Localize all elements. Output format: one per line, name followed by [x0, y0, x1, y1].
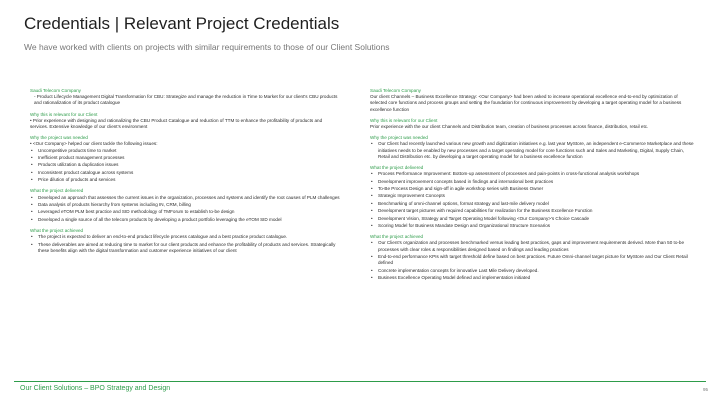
right-need-heading: Why the project was needed	[370, 135, 428, 141]
footer-text: Our Client Solutions – BPO Strategy and Design	[20, 385, 171, 392]
list-item: • Our Client had recently launched various new growth and digitization initiatives e.g. last year MyStore, an independent e-Commerce Marketplace and these initiatives needs to be enabled by new processes and a target operating model for core functions such and Sales and Marketing, Digital, Supply Chain, Retail and Distribution etc. by developing a target operating model for a business excellence function	[370, 141, 695, 160]
list-item: • Inefficient product management processes	[30, 155, 340, 161]
left-client-name: Saudi Telecom Company	[30, 88, 81, 93]
page-title: Credentials | Relevant Project Credentials	[24, 14, 340, 33]
list-item: • Leveraged eTOM PLM best practice and SID methodology of TMForum to establish to-be design	[30, 209, 340, 215]
right-relevance-text: Prior experience with the our client Channels and Distribution team, creation of business processes across finance, distribution, retail etc.	[370, 124, 649, 130]
footer-divider	[14, 381, 706, 382]
list-item: • These deliverables are aimed at reducing time to market for our client products and enhance the profitability of products and services. Strategically these benefits align with the digital transformation and customer experience initiatives of our client	[30, 242, 340, 254]
list-item: • Development improvement concepts based in findings and international best practices	[370, 179, 695, 185]
right-delivered-heading: What the project delivered	[370, 165, 424, 171]
left-need-heading: Why the project was needed	[30, 135, 88, 141]
list-item: • Developed an approach that assesses the current issues in the organization, processes and systems and identify the root causes of PLM challenges	[30, 195, 340, 201]
right-achieved-list	[370, 240, 695, 281]
left-credential-column	[30, 88, 340, 255]
left-achieved-heading: What the project achieved	[30, 227, 84, 233]
page-subtitle: We have worked with clients on projects with similar requirements to those of our Client Solutions	[24, 42, 390, 52]
list-item: • Price dilution of products and services	[30, 177, 340, 183]
list-item: • Development Vision, Strategy and Target Operating Model following <Our Company>'s Choice Cascade	[370, 216, 695, 222]
list-item: • The project is expected to deliver an end-to-end product lifecycle process catalogue and a best practice product catalogue.	[30, 234, 340, 240]
list-item: • Our Client's organization and processes benchmarked versus leading best practices, gaps and improvement requirements derived. More than 50 to-be processes with clear roles & responsibilities designed based on findings and leading practices	[370, 240, 695, 252]
left-relevance-heading: Why this is relevant for our Client	[30, 111, 98, 117]
list-item: • Development target pictures with required capabilities for realization for the Business Excellence Function	[370, 208, 695, 214]
list-item: • Uncompetitive products time to market	[30, 148, 340, 154]
left-achieved-list	[30, 234, 340, 254]
right-project-description: Our client Channels – Business Excellence Strategy: <Our Company> had been asked to increase operational excellence end-to-end by optimization of selected core functions and process groups and setting the foundation for continuous improvement by developing a target operating model for a business excellence function	[370, 94, 682, 112]
list-item: • Strategic Improvement Concepts	[370, 193, 695, 199]
right-achieved-heading: What the project achieved	[370, 234, 424, 240]
list-item: • Business Excellence Operating Model defined and implementation initiated	[370, 275, 695, 281]
right-client-name: Saudi Telecom Company	[370, 88, 421, 93]
list-item: • Inconsistent product catalogue across systems	[30, 170, 340, 176]
list-item: • To-Be Process Design and sign-off in agile workshop series with Business Owner	[370, 186, 695, 192]
right-need-list	[370, 141, 695, 160]
right-relevance-heading: Why this is relevant for our Client	[370, 117, 438, 123]
list-item: • Process Performance Improvement: Bottom-up assessment of processes and pain-points in cross-functional analysis workshops	[370, 171, 695, 177]
list-item: • Benchmarking of omni-channel options, format strategy and last-mile delivery model	[370, 201, 695, 207]
list-item: • Developed a single source of all the telecom products by developing a product portfolio leveraging the eTOM SID model	[30, 217, 340, 223]
right-credential-column	[370, 88, 695, 282]
list-item: • Scoring Model for Business Mandate Design and Organizational Structure Scenarios	[370, 223, 695, 229]
left-delivered-list	[30, 195, 340, 223]
list-item: • Data analysis of products hierarchy from systems including IN, CRM, billing	[30, 202, 340, 208]
list-item: • Concrete implementation concepts for innovative Last Mile Delivery developed.	[370, 268, 695, 274]
left-relevance-text: • Prior experience with designing and rationalizing the CBU Product Catalogue and reduction of TTM to enhance the profitability of products and services. Extensive knowledge of our client's environment	[30, 117, 323, 130]
list-item: • End-to-end performance KPIs with target threshold define based on best practices. Future Omni-channel target picture for MyStore and Our Client Retail defined	[370, 254, 695, 266]
list-item: • Products utilization & duplication issues	[30, 162, 340, 168]
left-project-description: - Product Lifecycle Management Digital Transformation for CBU: Strategize and manage the reduction in Time to Market for our client's CBU products and rationalization of its product catalogue	[34, 94, 338, 106]
page-number: 95	[702, 387, 708, 392]
right-delivered-list	[370, 171, 695, 229]
left-delivered-heading: What the project delivered	[30, 188, 84, 194]
left-need-list	[30, 148, 340, 184]
left-need-intro: • <Our Company> helped our client tackle the following issues:	[30, 141, 158, 147]
